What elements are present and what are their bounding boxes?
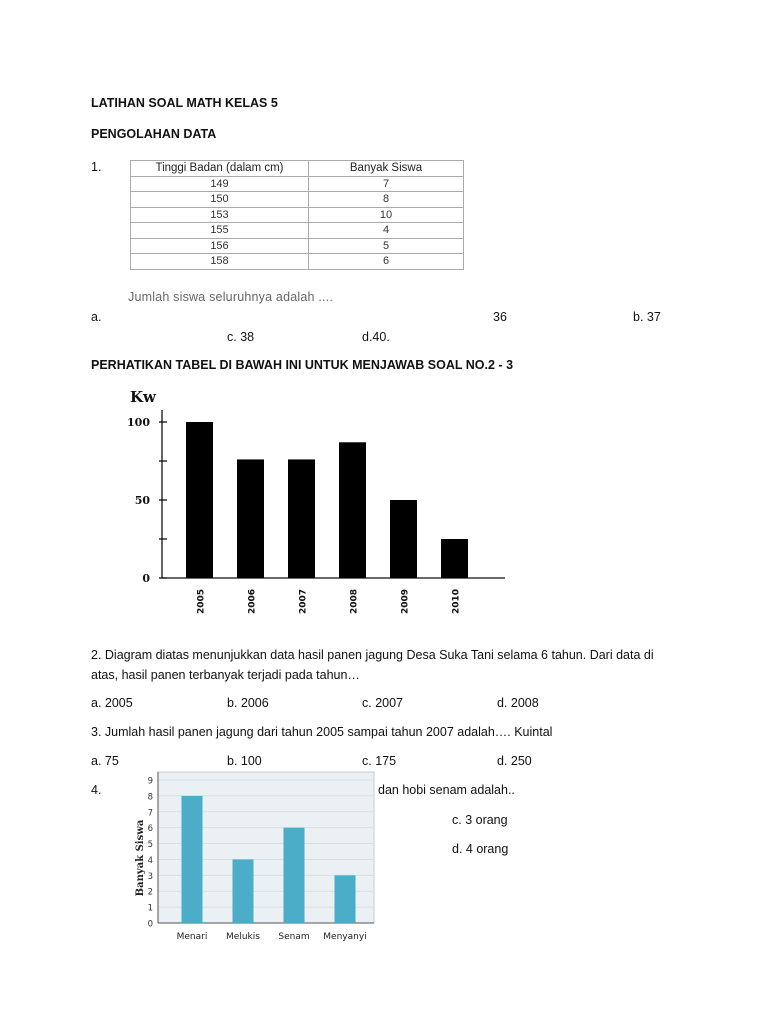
bar: [390, 500, 417, 578]
bar: [335, 875, 356, 923]
question-4-number: 4.: [91, 783, 102, 797]
page-subtitle: PENGOLAHAN DATA: [91, 127, 217, 141]
option-c: c. 38: [227, 330, 255, 344]
y-tick-label: 7: [147, 808, 153, 819]
y-tick-label: 0: [142, 572, 150, 585]
y-axis-label: Kw: [130, 388, 156, 406]
table-row: [131, 238, 464, 254]
bar: [233, 859, 254, 923]
table-cell: 156: [131, 238, 309, 254]
y-tick-label: 8: [147, 792, 153, 803]
question-4-text: dan hobi senam adalah..: [378, 783, 515, 797]
y-tick-label: 0: [147, 919, 153, 930]
table-cell: 4: [309, 223, 464, 239]
table-cell: 5: [309, 238, 464, 254]
q2-option-c: c. 2007: [362, 696, 404, 710]
bar: [339, 442, 366, 578]
question-3-text: 3. Jumlah hasil panen jagung dari tahun 2005 sampai tahun 2007 adalah…. Kuintal: [91, 725, 553, 739]
q2-option-b: b. 2006: [227, 696, 269, 710]
y-tick-label: 1: [147, 903, 153, 914]
page-title: LATIHAN SOAL MATH KELAS 5: [91, 96, 278, 110]
table-cell: 150: [131, 192, 309, 208]
table-row: [131, 254, 464, 270]
x-tick-label: 2010: [451, 588, 462, 614]
table-header: Banyak Siswa: [309, 161, 464, 177]
y-tick-label: 9: [147, 776, 153, 787]
x-tick-label: Menari: [176, 932, 208, 942]
question-2-line-1: 2. Diagram diatas menunjukkan data hasil panen jagung Desa Suka Tani selama 6 tahun. Dari data di: [91, 648, 654, 662]
harvest-bar-chart: [120, 385, 540, 625]
option-d: d.40.: [362, 330, 390, 344]
q4-option-d: d. 4 orang: [452, 842, 509, 856]
hobby-bar-chart: [134, 768, 377, 950]
height-table: [130, 160, 464, 270]
table-cell: 158: [131, 254, 309, 270]
bar: [288, 459, 315, 578]
y-tick-label: 100: [127, 416, 150, 429]
x-tick-label: 2007: [298, 588, 309, 614]
y-tick-label: 2: [147, 887, 153, 898]
option-a: a.: [91, 310, 102, 324]
table-cell: 153: [131, 207, 309, 223]
q3-option-c: c. 175: [362, 754, 397, 768]
y-tick-label: 5: [147, 840, 153, 851]
table-row: [131, 207, 464, 223]
table-row: [131, 192, 464, 208]
table-row: [131, 223, 464, 239]
table-cell: 8: [309, 192, 464, 208]
table-cell: 7: [309, 176, 464, 192]
bar: [284, 828, 305, 923]
table-header: Tinggi Badan (dalam cm): [131, 161, 309, 177]
bar: [186, 422, 213, 578]
table-cell: 10: [309, 207, 464, 223]
q3-option-b: b. 100: [227, 754, 262, 768]
y-axis-label: Banyak Siswa: [135, 819, 146, 897]
x-tick-label: Senam: [278, 932, 310, 942]
bar: [237, 459, 264, 578]
y-tick-label: 50: [134, 494, 150, 507]
x-tick-label: 2009: [400, 588, 411, 614]
question-1-number: 1.: [91, 160, 102, 174]
q2-option-a: a. 2005: [91, 696, 133, 710]
q3-option-a: a. 75: [91, 754, 119, 768]
question-2-line-2: atas, hasil panen terbanyak terjadi pada tahun…: [91, 668, 360, 682]
table-cell: 155: [131, 223, 309, 239]
q4-option-c: c. 3 orang: [452, 813, 508, 827]
x-tick-label: 2008: [349, 588, 360, 614]
table-row: [131, 176, 464, 192]
q2-option-d: d. 2008: [497, 696, 539, 710]
option-b: b. 37: [633, 310, 661, 324]
y-tick-label: 3: [147, 871, 153, 882]
y-tick-label: 4: [147, 855, 153, 866]
x-tick-label: 2006: [247, 588, 258, 614]
q3-option-d: d. 250: [497, 754, 532, 768]
y-tick-label: 6: [147, 824, 153, 835]
question-1-text: Jumlah siswa seluruhnya adalah ....: [128, 290, 334, 304]
table-cell: 6: [309, 254, 464, 270]
option-a-value: 36: [493, 310, 507, 324]
instruction-text: PERHATIKAN TABEL DI BAWAH INI UNTUK MENJAWAB SOAL NO.2 - 3: [91, 358, 514, 372]
bar: [441, 539, 468, 578]
table-cell: 149: [131, 176, 309, 192]
x-tick-label: 2005: [196, 588, 207, 614]
x-tick-label: Menyanyi: [323, 932, 367, 942]
x-tick-label: Melukis: [226, 932, 260, 942]
bar: [182, 796, 203, 923]
table-header-row: [131, 161, 464, 177]
